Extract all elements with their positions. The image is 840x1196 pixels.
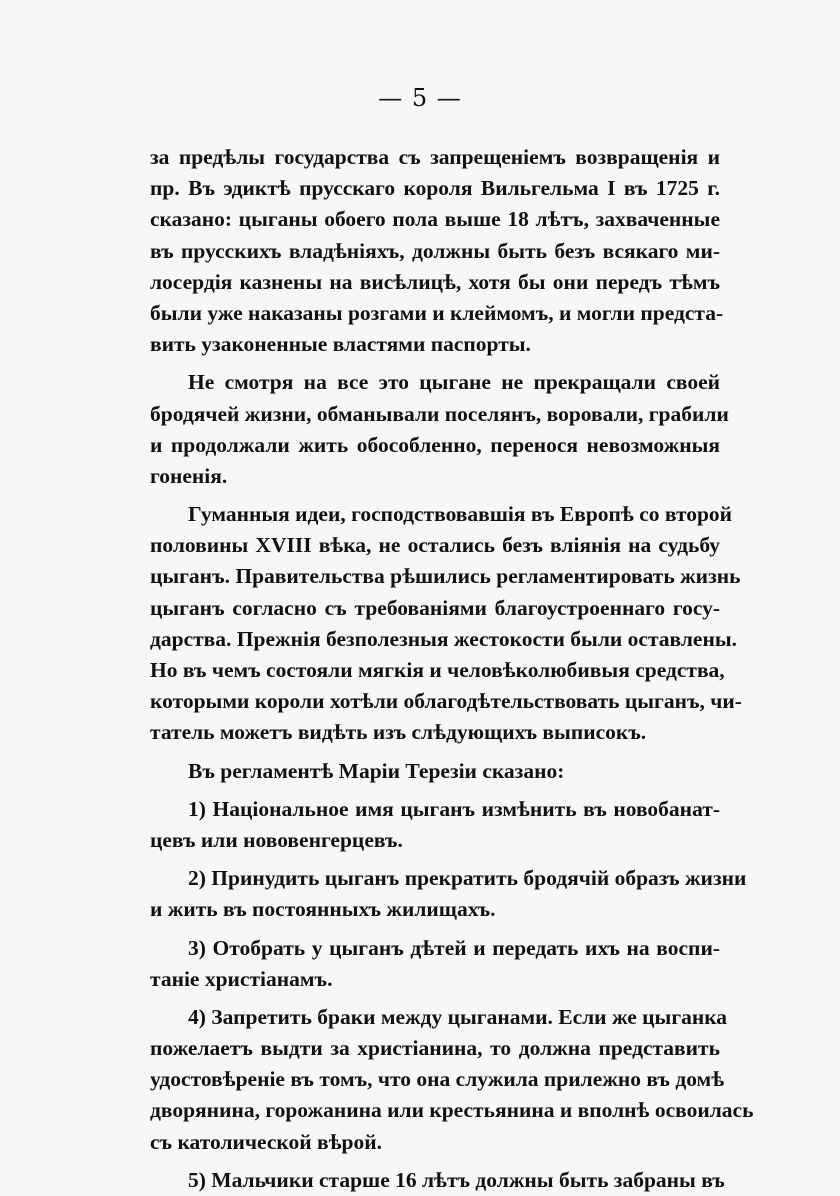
- text-line: и продолжали жить обособленно, перенося невозможныя: [150, 432, 720, 457]
- text-line: и жить въ постоянныхъ жилищахъ.: [150, 897, 496, 922]
- paragraph: [150, 499, 742, 749]
- page-text: [150, 142, 754, 1196]
- text-line: татель можетъ видѣть изъ слѣдующихъ выписокъ.: [150, 720, 647, 745]
- text-line: гоненія.: [150, 463, 228, 488]
- text-line: Не смотря на все это цыгане не прекращали своей: [188, 370, 720, 395]
- paragraph: [150, 367, 729, 492]
- text-line: 4) Запретить браки между цыганами. Если же цыганка: [188, 1004, 728, 1029]
- text-line: сказано: цыганы обоего пола выше 18 лѣтъ, захваченные: [150, 207, 720, 232]
- text-line: Въ регламентѣ Маріи Терезіи сказано:: [188, 758, 565, 783]
- text-line: лосердія казнены на висѣлицѣ, хотя бы они передъ тѣмъ: [150, 269, 720, 294]
- text-line: цевъ или нововенгерцевъ.: [150, 827, 403, 852]
- text-line: пожелаетъ выдти за христіанина, то должна представить: [150, 1036, 720, 1061]
- page-number: — 5 —: [378, 84, 462, 112]
- text-line: бродячей жизни, обманывали поселянъ, воровали, грабили: [150, 401, 729, 426]
- text-line: съ католической вѣрой.: [150, 1129, 382, 1154]
- text-line: за предѣлы государства съ запрещеніемъ возвращенія и: [150, 145, 720, 169]
- list-item: [150, 1002, 754, 1158]
- paragraph: [150, 142, 724, 360]
- text-line: дарства. Прежнія безполезныя жестокости были оставлены.: [150, 626, 738, 651]
- text-line: которыми короли хотѣли облагодѣтельствовать цыганъ, чи-: [150, 689, 742, 714]
- text-line: пр. Въ эдиктѣ прусскаго короля Вильгельма I въ 1725 г.: [150, 176, 720, 201]
- text-line: Но въ чемъ состояли мягкія и человѣколюбивыя средства,: [150, 658, 725, 682]
- list-item: [150, 863, 747, 925]
- text-line: Гуманныя идеи, господствовавшія въ Европѣ со второй: [188, 502, 733, 527]
- text-line: 3) Отобрать у цыганъ дѣтей и передать ихъ на воспи-: [188, 935, 720, 960]
- text-line: таніе христіанамъ.: [150, 966, 333, 991]
- list-item: [150, 794, 720, 856]
- list-item: [150, 933, 720, 995]
- text-line: 2) Принудить цыганъ прекратить бродячій образъ жизни: [188, 866, 747, 891]
- text-line: дворянина, горожанина или крестьянина и вполнѣ освоилась: [150, 1098, 754, 1123]
- text-line: половины XVIII вѣка, не остались безъ вліянія на судьбу: [150, 533, 720, 558]
- text-line: 1) Національное имя цыганъ измѣнить въ новобанат-: [188, 796, 720, 821]
- text-line: цыганъ согласно съ требованіями благоустроеннаго госу-: [150, 595, 720, 620]
- text-line: въ прусскихъ владѣніяхъ, должны быть безъ всякаго ми-: [150, 238, 720, 263]
- text-line: были уже наказаны розгами и клеймомъ, и могли предста-: [150, 300, 724, 325]
- text-line: цыганъ. Правительства рѣшились регламентировать жизнь: [150, 564, 741, 589]
- list-item: [150, 1165, 725, 1196]
- paragraph: [150, 756, 720, 787]
- text-line: вить узаконенные властями паспорты.: [150, 332, 531, 357]
- text-line: 5) Мальчики старше 16 лѣтъ должны быть забраны въ: [188, 1167, 725, 1192]
- text-line: удостовѣреніе въ томъ, что она служила прилежно въ домѣ: [150, 1067, 725, 1092]
